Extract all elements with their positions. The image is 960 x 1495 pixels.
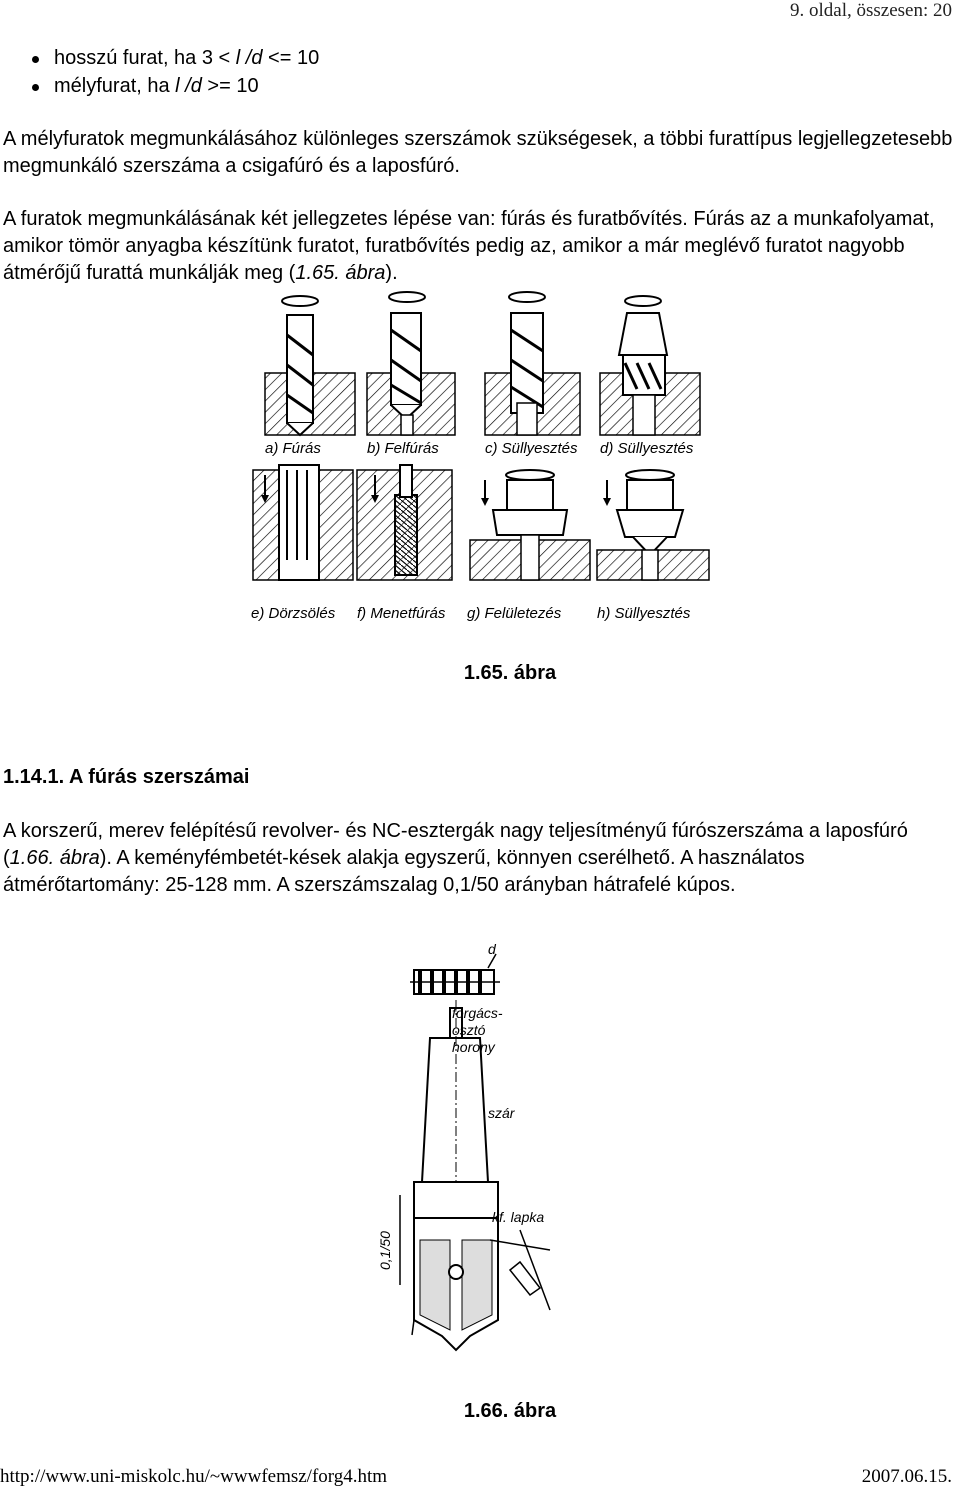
label-chip-3: horony	[452, 1039, 495, 1055]
flat-drill-figure	[370, 940, 600, 1360]
paragraph-deep-holes: A mélyfuratok megmunkálásához különleges szerszámok szükségesek, a többi furattípus legjellegzetesebb megmunkáló szerszáma a csigafúró és a laposfúró.	[3, 128, 953, 177]
list-item: mélyfurat, ha l /d >= 10	[32, 72, 319, 100]
label-chip: forgács-	[452, 1005, 503, 1021]
figure-1-65-caption: 1.65. ábra	[463, 662, 557, 684]
op-countersinking-c	[485, 292, 580, 435]
op-reaming	[253, 465, 353, 580]
drilling-operations-figure	[245, 285, 715, 630]
label-shank: szár	[488, 1105, 515, 1121]
label-insert: kf. lapka	[492, 1209, 545, 1225]
section-heading: 1.14.1. A fúrás szerszámai	[3, 766, 250, 788]
label-chip-2: osztó	[452, 1022, 486, 1038]
op-tapping	[357, 465, 452, 580]
op-countersinking-h	[597, 470, 709, 580]
label-d: d	[488, 941, 496, 957]
drill-top-view	[410, 941, 500, 994]
label-d: d) Süllyesztés	[600, 440, 694, 457]
label-b: b) Felfúrás	[367, 440, 439, 457]
figure-1-66-caption: 1.66. ábra	[463, 1400, 557, 1422]
footer-date: 2007.06.15.	[861, 1466, 952, 1487]
op-countersinking-d	[600, 296, 700, 435]
label-taper: 0,1/50	[377, 1231, 393, 1270]
paragraph-flat-drill: A korszerű, merev felépítésű revolver- és NC-esztergák nagy teljesítményű fúrószerszáma a laposfúró (1.66. ábra). A keményfémbetét-kések alakja egyszerű, könnyen cserélhető. A használatos átmérőtartomány: 25-128 mm. A szerszámszalag 0,1/50 arányban hátrafelé kúpos.	[3, 820, 908, 896]
label-c: c) Süllyesztés	[485, 440, 578, 457]
list-item: hosszú furat, ha 3 < l /d <= 10	[32, 44, 319, 72]
paragraph-drilling-steps: A furatok megmunkálásának két jellegzetes lépése van: fúrás és furatbővítés. Fúrás az a munkafolyamat, amikor tömör anyagba készítünk furatot, furatbővítés pedig az, amikor a már meglévő furatot nagyobb átmérőjű furattá munkálják meg (1.65. ábra).	[3, 208, 935, 284]
label-e: e) Dörzsölés	[251, 605, 336, 622]
bullet-list	[32, 44, 319, 100]
op-facing	[470, 470, 590, 580]
page-number: 9. oldal, összesen: 20	[789, 0, 952, 21]
label-a: a) Fúrás	[265, 440, 321, 457]
label-h: h) Süllyesztés	[597, 605, 691, 622]
op-drilling	[265, 296, 355, 435]
label-g: g) Felületezés	[467, 605, 562, 622]
label-f: f) Menetfúrás	[357, 605, 446, 622]
footer-url: http://www.uni-miskolc.hu/~wwwfemsz/forg4.htm	[0, 1466, 388, 1487]
op-reaming-up	[367, 292, 455, 435]
